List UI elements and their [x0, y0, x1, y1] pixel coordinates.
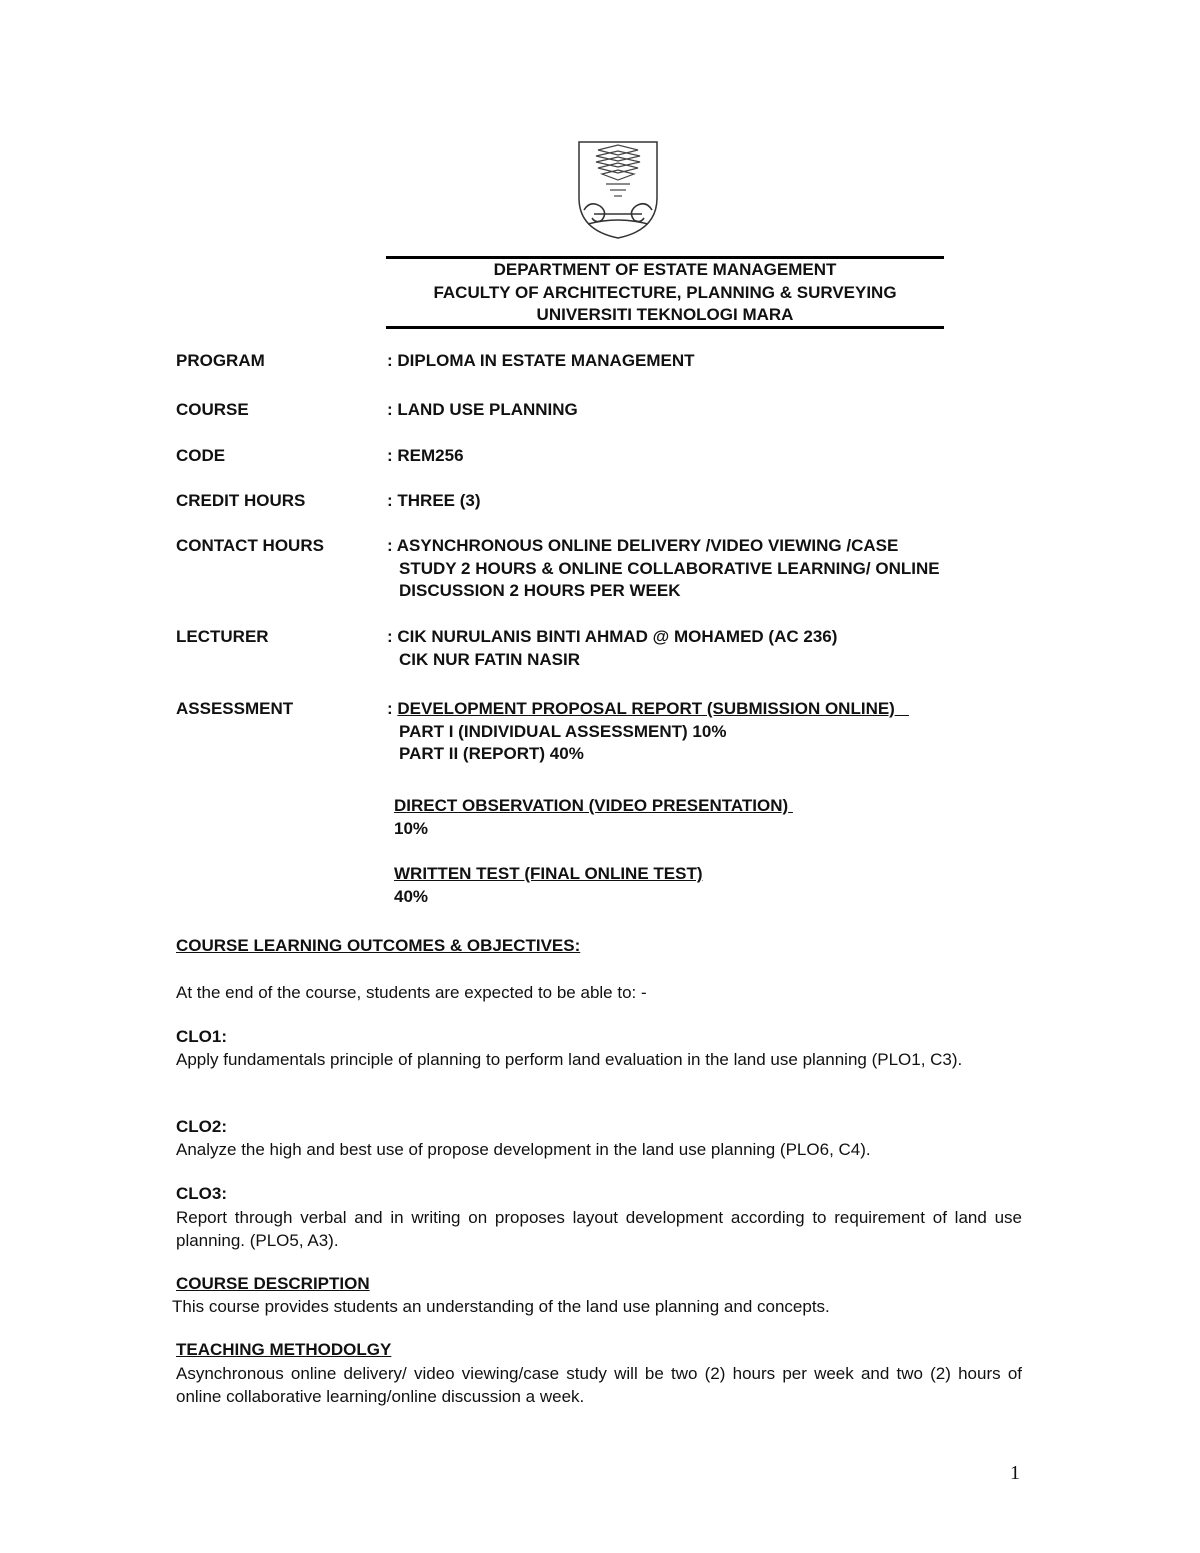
methodology-text: Asynchronous online delivery/ video viewing/case study will be two (2) hours per week and two (2) hours of online collaborative learning/online discussion a week. — [176, 1364, 1022, 1406]
contact-hours-label: CONTACT HOURS — [176, 536, 324, 555]
assessment-value — [387, 698, 909, 766]
report-part1: PART I (INDIVIDUAL ASSESSMENT) 10% — [399, 721, 727, 741]
assessment-colon: : — [387, 699, 398, 718]
description-heading: COURSE DESCRIPTION — [176, 1274, 370, 1293]
contact-hours-line1: : ASYNCHRONOUS ONLINE DELIVERY /VIDEO VIEWING /CASE — [387, 536, 899, 555]
clo1-text: Apply fundamentals principle of planning to perform land evaluation in the land use planning (PLO1, C3). — [176, 1050, 963, 1069]
test-block — [394, 863, 703, 908]
contact-hours-value — [387, 535, 940, 603]
lecturer-label: LECTURER — [176, 627, 269, 646]
clo1-heading: CLO1: — [176, 1027, 227, 1046]
methodology-heading: TEACHING METHODOLGY — [176, 1340, 392, 1359]
institution-header — [386, 259, 944, 327]
test-weight: 40% — [394, 886, 429, 906]
header-rule-bottom — [386, 326, 944, 329]
assessment-label: ASSESSMENT — [176, 699, 294, 718]
description-text: This course provides students an understanding of the land use planning and concepts. — [172, 1297, 830, 1316]
observation-title: DIRECT OBSERVATION (VIDEO PRESENTATION) — [394, 796, 789, 815]
university-name: UNIVERSITI TEKNOLOGI MARA — [536, 305, 794, 324]
outcomes-intro: At the end of the course, students are expected to be able to: - — [176, 983, 647, 1002]
university-logo — [576, 140, 660, 240]
clo3-heading: CLO3: — [176, 1184, 227, 1203]
report-title: DEVELOPMENT PROPOSAL REPORT (SUBMISSION ONLINE) — [397, 699, 895, 718]
observation-block — [394, 795, 793, 840]
test-title: WRITTEN TEST (FINAL ONLINE TEST) — [394, 864, 703, 883]
department-name: DEPARTMENT OF ESTATE MANAGEMENT — [493, 260, 837, 279]
clo2-text: Analyze the high and best use of propose development in the land use planning (PLO6, C4). — [176, 1140, 871, 1159]
code-value: : REM256 — [387, 446, 464, 465]
outcomes-heading: COURSE LEARNING OUTCOMES & OBJECTIVES: — [176, 936, 581, 955]
program-value: : DIPLOMA IN ESTATE MANAGEMENT — [387, 351, 695, 370]
observation-weight: 10% — [394, 818, 429, 838]
course-label: COURSE — [176, 400, 249, 419]
contact-hours-line3: DISCUSSION 2 HOURS PER WEEK — [399, 581, 681, 600]
faculty-name: FACULTY OF ARCHITECTURE, PLANNING & SURVEYING — [433, 282, 897, 302]
page-number: 1 — [1010, 1462, 1020, 1484]
lecturer-line2: CIK NUR FATIN NASIR — [399, 649, 581, 669]
contact-hours-line2: STUDY 2 HOURS & ONLINE COLLABORATIVE LEARNING/ ONLINE — [399, 558, 940, 578]
code-label: CODE — [176, 446, 226, 465]
credit-hours-value: : THREE (3) — [387, 491, 481, 510]
lecturer-line1: : CIK NURULANIS BINTI AHMAD @ MOHAMED (AC 236) — [387, 627, 838, 646]
credit-hours-label: CREDIT HOURS — [176, 491, 306, 510]
report-part2: PART II (REPORT) 40% — [399, 744, 584, 763]
program-label: PROGRAM — [176, 351, 265, 370]
lecturer-value — [387, 626, 837, 671]
course-value: : LAND USE PLANNING — [387, 400, 578, 419]
clo3-text: Report through verbal and in writing on proposes layout development according to requirement of land use planning. (PLO5, A3). — [176, 1208, 1022, 1250]
clo2-heading: CLO2: — [176, 1117, 227, 1136]
